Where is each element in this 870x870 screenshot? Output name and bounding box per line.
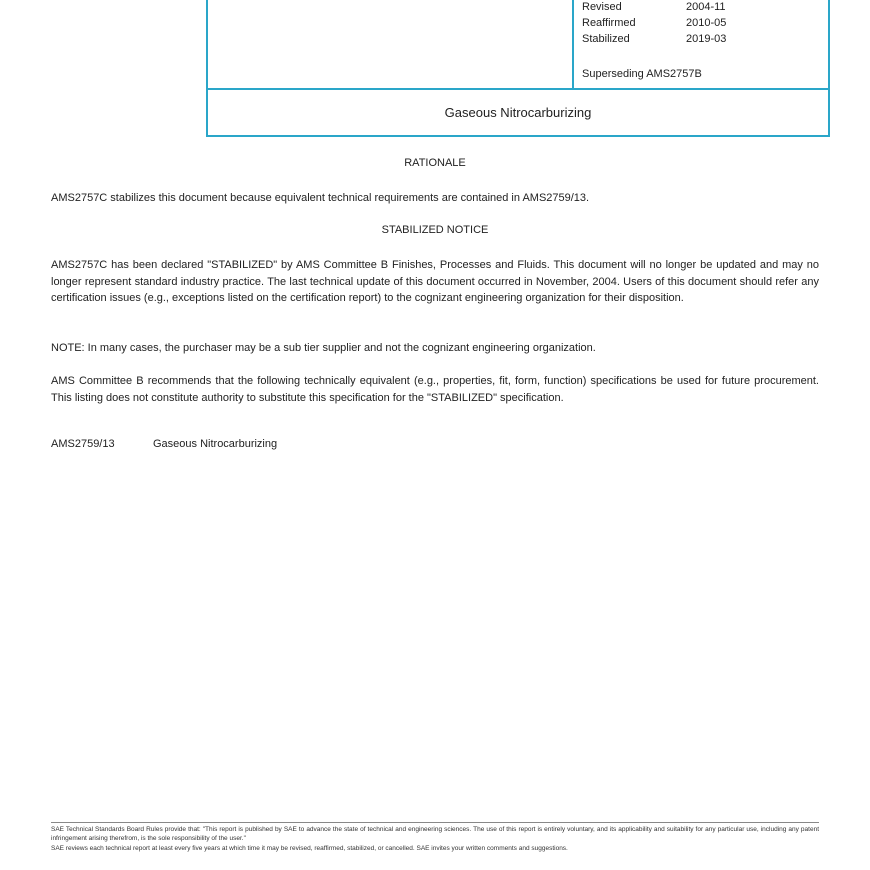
footer-divider: [51, 822, 819, 823]
stabilized-paragraph-1: AMS2757C has been declared "STABILIZED" by AMS Committee B Finishes, Processes and Fluids. This document will no longer be updated and may no longer represent standard industry practice. The last technical update of this document occurred in November, 2004. Users of this document should refer any certification issues (e.g., exceptions listed on the certification report) to the cognizant engineering organization for their disposition.: [51, 259, 819, 304]
date-value: 2019-03: [686, 33, 727, 45]
date-value: 2004-11: [686, 1, 726, 13]
reference-title: Gaseous Nitrocarburizing: [153, 438, 278, 450]
date-row-stabilized: [582, 31, 726, 47]
document-title: Gaseous Nitrocarburizing: [444, 105, 592, 120]
footer: [51, 826, 819, 856]
header-left-cell: [208, 0, 574, 88]
rationale-heading: RATIONALE: [404, 157, 466, 169]
superseding-text: Superseding AMS2757B: [582, 68, 702, 80]
header-box: [206, 0, 830, 137]
header-top-row: [208, 0, 828, 90]
date-row-revised: [582, 0, 726, 15]
rationale-text: AMS2757C stabilizes this document because equivalent technical requirements are contained in AMS2759/13.: [51, 192, 590, 204]
date-list: [582, 0, 726, 47]
note-text: NOTE: In many cases, the purchaser may be a sub tier supplier and not the cognizant engineering organization.: [51, 342, 596, 354]
footer-line-2: SAE reviews each technical report at least every five years at which time it may be revised, reaffirmed, stabilized, or cancelled. SAE invites your written comments and suggestions.: [51, 845, 568, 852]
stabilized-notice-heading: STABILIZED NOTICE: [381, 224, 489, 236]
date-label: Revised: [582, 1, 622, 13]
header-date-cell: [574, 0, 828, 88]
date-label: Reaffirmed: [582, 17, 636, 29]
reference-code: AMS2759/13: [51, 438, 115, 450]
stabilized-paragraph-2: AMS Committee B recommends that the following technically equivalent (e.g., properties, fit, form, function) specifications be used for future procurement. This listing does not constitute authority to substitute this specification for the "STABILIZED" specification.: [51, 375, 819, 404]
footer-line-1: SAE Technical Standards Board Rules provide that: "This report is published by SAE to advance the state of technical and engineering sciences. The use of this report is entirely voluntary, and its applicability and suitability for any particular use, including any patent infringement arising therefrom, is the sole responsibility of the user.": [51, 826, 819, 842]
date-label: Stabilized: [582, 33, 630, 45]
date-value: 2010-05: [686, 17, 727, 29]
reference-row: [51, 438, 277, 450]
date-row-reaffirmed: [582, 15, 726, 31]
